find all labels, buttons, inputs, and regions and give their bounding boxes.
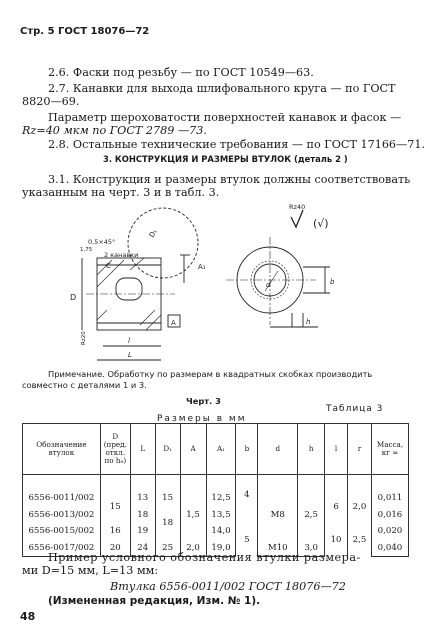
th-D: D (пред. откл. по h₈) xyxy=(100,424,130,475)
cell-r: 2,0 xyxy=(348,490,372,523)
dim-chamfer: 0,5×45° xyxy=(88,238,116,246)
para-roughness-line2: Rz=40 мкм по ГОСТ 2789 —73. xyxy=(22,124,207,137)
example-designation: Втулка 6556-0011/002 ГОСТ 18076—72 xyxy=(110,580,346,593)
dim-D1: D₁ xyxy=(147,227,159,239)
para-3-1-line2: указанным на черт. 3 и в табл. 3. xyxy=(22,186,220,199)
cell-designation: 6556-0017/002 xyxy=(23,540,101,557)
bushing-drawing xyxy=(0,195,427,370)
cell-L: 18 xyxy=(130,507,155,524)
cell-l: 6 xyxy=(325,490,348,523)
cell-designation: 6556-0013/002 xyxy=(23,507,101,524)
cell-mass: 0,040 xyxy=(371,540,408,557)
cell-A1: 19,0 xyxy=(206,540,236,557)
roughness-tick: (√) xyxy=(313,217,329,230)
cell-r: 2,5 xyxy=(348,523,372,557)
cell-mass: 0,011 xyxy=(371,490,408,507)
dimensions-table xyxy=(22,423,409,557)
para-2-7-line1: 2.7. Канавки для выхода шлифовального круга — по ГОСТ xyxy=(48,82,396,95)
dim-grooves: 2 канавки xyxy=(104,251,139,259)
cell-h: 2,5 xyxy=(298,490,325,540)
note-line1: Примечание. Обработку по размерам в квадратных скобках производить xyxy=(48,369,373,379)
slot xyxy=(116,278,142,300)
cell-l: 10 xyxy=(325,523,348,557)
dim-d: d xyxy=(266,281,271,289)
dim-l: l xyxy=(128,337,130,345)
cell-A1: 13,5 xyxy=(206,507,236,524)
cell-D1: 25 xyxy=(155,540,180,557)
cell-L: 24 xyxy=(130,540,155,557)
section-title: 3. КОНСТРУКЦИЯ И РАЗМЕРЫ ВТУЛОК (деталь 2 ) xyxy=(103,154,348,164)
cell-mass: 0,020 xyxy=(371,523,408,540)
cell-A1: 12,5 xyxy=(206,490,236,507)
dim-A1: A₁ xyxy=(198,263,206,271)
cell-designation: 6556-0015/002 xyxy=(23,523,101,540)
dim-rz20: Rz20 xyxy=(81,331,87,345)
table-row xyxy=(23,490,409,507)
para-2-7-line2: 8820—69. xyxy=(22,95,80,108)
units-caption: Размеры в мм xyxy=(157,414,247,424)
table-label: Таблица 3 xyxy=(326,404,384,414)
cell-mass: 0,016 xyxy=(371,507,408,524)
cell-designation: 6556-0011/002 xyxy=(23,490,101,507)
cell-D1: 15 xyxy=(155,490,180,507)
th-A: A xyxy=(180,424,206,475)
para-2-6: 2.6. Фаски под резьбу — по ГОСТ 10549—63. xyxy=(48,66,314,79)
dim-A: A xyxy=(171,319,176,327)
th-d: d xyxy=(258,424,298,475)
para-roughness-line1: Параметр шероховатости поверхностей канавок и фасок — xyxy=(48,111,402,124)
cell-D: 16 xyxy=(100,523,130,540)
dim-h: h xyxy=(306,318,311,326)
dim-D: D xyxy=(70,293,77,302)
th-mass: Масса, кг ≈ xyxy=(371,424,408,475)
table-header-row xyxy=(23,424,409,475)
cell-A1: 14,0 xyxy=(206,523,236,540)
th-b: b xyxy=(236,424,258,475)
th-r: r xyxy=(348,424,372,475)
page-number: 48 xyxy=(20,610,36,623)
page-header: Стр. 5 ГОСТ 18076—72 xyxy=(20,26,150,37)
cell-d: M10 xyxy=(258,540,298,557)
cell-D1: 18 xyxy=(155,507,180,540)
th-l: l xyxy=(325,424,348,475)
dim-C: C xyxy=(106,262,111,270)
revision-note: (Измененная редакция, Изм. № 1). xyxy=(48,595,261,607)
th-D1: D₁ xyxy=(155,424,180,475)
cell-b: 4 xyxy=(236,490,258,523)
roughness-label: Rz40 xyxy=(289,203,306,211)
cell-A: 1,5 xyxy=(180,490,206,540)
table-row xyxy=(23,523,409,540)
cell-h: 3,0 xyxy=(298,540,325,557)
dim-175: 1,75 xyxy=(80,247,93,253)
cell-D: 15 xyxy=(100,490,130,523)
cell-b: 5 xyxy=(236,523,258,557)
example-line2: ми D=15 мм, L=13 мм: xyxy=(22,564,159,577)
example-line1: Пример условного обозначения втулки размера- xyxy=(48,551,361,564)
cell-d: M8 xyxy=(258,490,298,540)
figure-caption: Черт. 3 xyxy=(186,396,221,406)
dim-L: L xyxy=(128,351,132,359)
th-designation: Обозначение втулок xyxy=(23,424,101,475)
detail-circle xyxy=(128,208,198,278)
note-line2: совместно с деталями 1 и 3. xyxy=(22,380,147,390)
th-A1: A₁ xyxy=(206,424,236,475)
cell-L: 13 xyxy=(130,490,155,507)
th-L: L xyxy=(130,424,155,475)
roughness-check-icon xyxy=(291,210,303,227)
cell-D: 20 xyxy=(100,540,130,557)
para-2-8: 2.8. Остальные технические требования — по ГОСТ 17166—71. xyxy=(48,138,426,151)
cell-L: 19 xyxy=(130,523,155,540)
dim-b: b xyxy=(330,278,335,286)
cell-A: 2,0 xyxy=(180,540,206,557)
para-3-1-line1: 3.1. Конструкция и размеры втулок должны соответствовать xyxy=(48,173,411,186)
th-h: h xyxy=(298,424,325,475)
